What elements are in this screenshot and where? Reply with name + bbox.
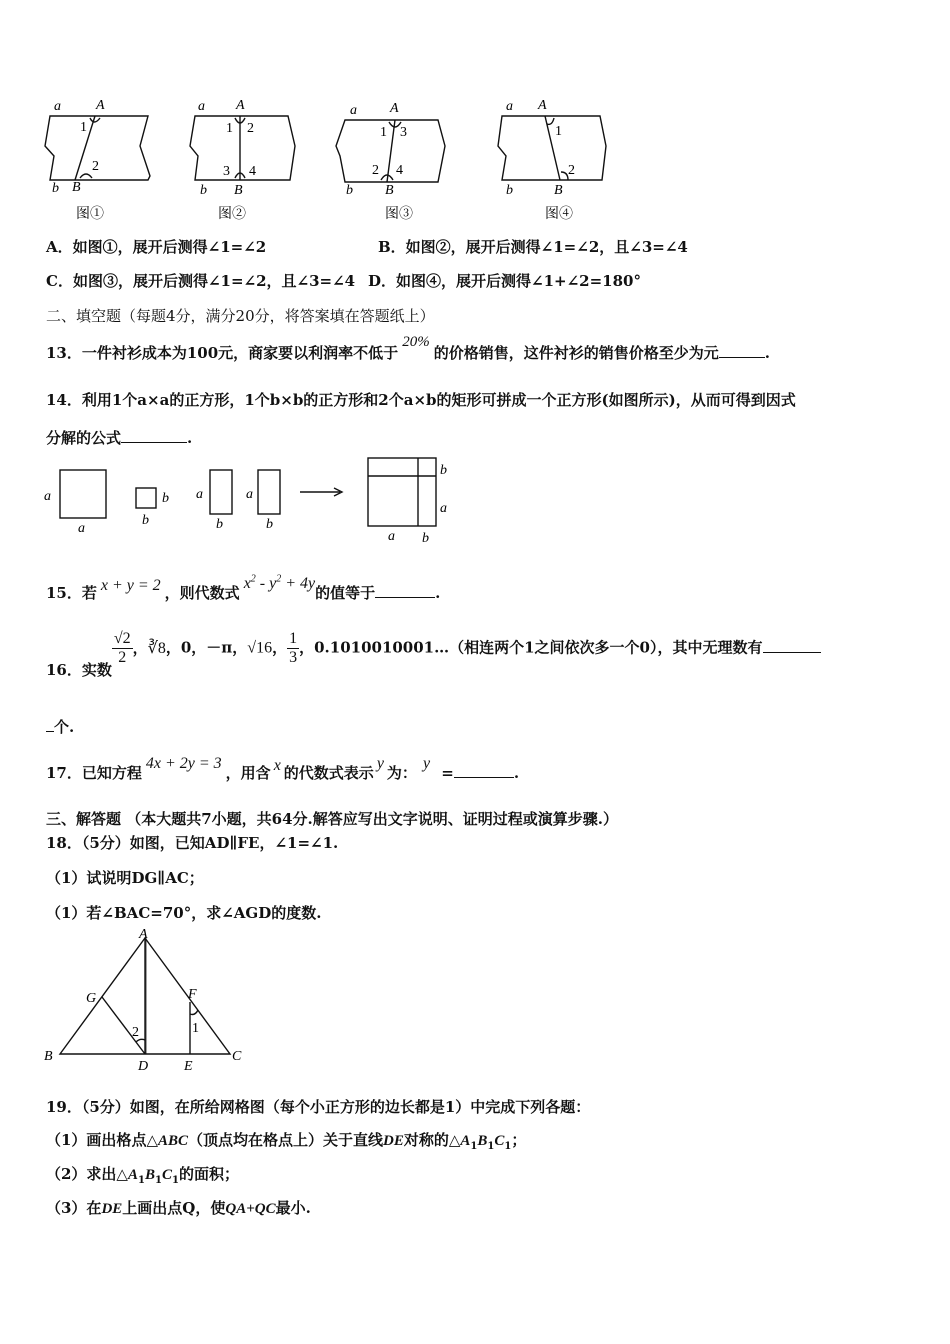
q15-pre: 15．若: [46, 584, 97, 602]
q13-blank[interactable]: [719, 343, 765, 358]
question-18-part2: （1）若∠BAC=70°，求∠AGD的度数.: [46, 904, 322, 922]
fig1-label-b: b: [52, 181, 59, 196]
q18-label-F: F: [188, 987, 197, 1002]
q17-blank[interactable]: [454, 763, 514, 778]
fig3-label-B: B: [385, 183, 394, 198]
q14-label-a2: a: [78, 521, 85, 536]
q18-arc-1: [190, 1010, 198, 1015]
question-13: [46, 334, 770, 363]
q18-figure: [40, 926, 260, 1076]
q14-label-b4: b: [266, 517, 273, 532]
fig4-angle-2: 2: [568, 163, 575, 178]
question-14-line1: 14．利用1个a×a的正方形，1个b×b的正方形和2个a×b的矩形可拼成一个正方形(如图所示)，从而可得到因式: [46, 391, 796, 409]
q16-sqrt16: √16: [247, 639, 273, 657]
q13-end: .: [764, 344, 770, 362]
option-C: C．如图③，展开后测得∠1=∠2，且∠3=∠4: [46, 272, 356, 290]
q16-blank[interactable]: [763, 638, 821, 653]
q14-label-b6: b: [422, 531, 429, 546]
q16-frac-1-3: $\frac{1}{3}$: [289, 630, 298, 666]
q17-y: y: [376, 755, 384, 772]
q14-label-b1: b: [162, 491, 169, 506]
q15-condition: x + y = 2: [100, 577, 161, 594]
q18-angle-2: 2: [132, 1025, 139, 1040]
question-19-part1: （1）画出格点△ABC（顶点均在格点上）关于直线DE对称的$\triangle A_1B_1C_1$；: [46, 1131, 527, 1152]
q15-end: .: [435, 584, 441, 602]
q13-rate: 20%: [402, 334, 430, 350]
q14-label-b2: b: [142, 513, 149, 528]
q15-expression: $x^2 - y^2 + 4y$: [243, 573, 316, 592]
fig2-angle-2: 2: [247, 121, 254, 136]
q14-figure: [40, 452, 470, 552]
fig1-label-A: A: [96, 98, 105, 113]
figure-3: [336, 120, 445, 182]
q16-frac-sqrt2: $\frac{√2}{2}$: [113, 630, 131, 666]
fig4-label-B: B: [554, 183, 563, 198]
q15-mid: ，则代数式: [164, 584, 240, 602]
q14-label-b5: b: [440, 463, 447, 478]
fig2-label-a: a: [198, 99, 205, 114]
fig2-angle-4: 4: [249, 164, 256, 179]
figure-1-arc1: [90, 118, 100, 122]
fig3-label-b: b: [346, 183, 353, 198]
q14-label-a1: a: [44, 489, 51, 504]
q14-big-square: [368, 458, 436, 526]
q17-equation: 4x + 2y = 3: [145, 755, 222, 772]
q14-rect-2: [258, 470, 280, 514]
question-17: 17．已知方程4x + 2y = 3，用含 x 的代数式表示y为：y = .: [46, 755, 520, 782]
question-18-title: 18．（5分）如图，已知AD∥FE，∠1=∠1.: [46, 834, 339, 852]
q14-text: 分解的公式: [46, 429, 122, 447]
fig3-angle-1: 1: [380, 125, 387, 140]
q18-label-E: E: [184, 1059, 193, 1074]
q13-text-post: 的价格销售，这件衬衫的销售价格至少为元: [433, 344, 719, 362]
fig3-label-a: a: [350, 103, 357, 118]
option-A: A．如图①，展开后测得∠1=∠2: [46, 238, 267, 256]
q15-post: 的值等于: [315, 584, 376, 602]
question-15: [46, 573, 441, 603]
question-14-line2: [46, 427, 192, 448]
q18-angle-1: 1: [192, 1021, 199, 1036]
fig2-angle-3: 3: [223, 164, 230, 179]
q16-pre: 16．实数: [46, 660, 112, 679]
q16-blank-cont[interactable]: [46, 717, 54, 732]
q15-blank[interactable]: [375, 583, 435, 598]
q16-rest2: ，0.1010010001…（相连两个1之间依次多一个0），其中无理数有: [299, 638, 763, 657]
q14-square-b: [136, 488, 156, 508]
q16-rest1: ，0，－π，: [165, 638, 248, 657]
fig2-caption: 图②: [218, 207, 246, 222]
q14-label-a6: a: [388, 529, 395, 544]
q17-y2: y: [422, 755, 431, 772]
q14-end: .: [187, 429, 193, 447]
fig3-angle-4: 4: [396, 163, 403, 178]
fig3-label-A: A: [390, 101, 399, 116]
fig2-label-A: A: [236, 98, 245, 113]
q14-blank[interactable]: [121, 428, 187, 443]
q18-label-D: D: [138, 1059, 149, 1074]
option-D: D．如图④，展开后测得∠1+∠2=180°: [368, 272, 641, 290]
fig1-angle-1: 1: [80, 120, 87, 135]
q18-label-B: B: [44, 1049, 53, 1064]
fig4-label-b: b: [506, 183, 513, 198]
fold-figures: [40, 96, 620, 224]
figure-4: [498, 116, 606, 180]
q17-x: x: [273, 757, 281, 774]
question-18-part1: （1）试说明DG∥AC；: [46, 869, 204, 887]
figure-2: [190, 116, 295, 180]
fig2-label-B: B: [234, 183, 243, 198]
question-16-line2: 个.: [46, 716, 74, 737]
question-19-part2: （2）求出$\triangle A_1B_1C_1$的面积；: [46, 1165, 239, 1186]
section-2-heading: 二、填空题（每题4分，满分20分，将答案填在答题纸上）: [46, 307, 435, 325]
q14-label-b3: b: [216, 517, 223, 532]
question-19-part3: （3）在DE上画出点Q，使QA+QC最小.: [46, 1199, 311, 1217]
fig2-label-b: b: [200, 183, 207, 198]
q17-pre: 17．已知方程: [46, 764, 142, 782]
question-19-title: 19．（5分）如图，在所给网格图（每个小正方形的边长都是1）中完成下列各题：: [46, 1098, 591, 1116]
fig4-label-a: a: [506, 99, 513, 114]
fig2-angle-1: 1: [226, 121, 233, 136]
q14-label-a5: a: [440, 501, 447, 516]
fig4-label-A: A: [538, 98, 547, 113]
q13-text: 13．一件衬衫成本为100元，商家要以利润率不低于: [46, 344, 399, 362]
q14-label-a3: a: [196, 487, 203, 502]
fig1-label-B: B: [72, 180, 81, 195]
section-3-heading: 三、解答题 （本大题共7小题，共64分.解答应写出文字说明、证明过程或演算步骤.）: [46, 810, 618, 828]
q14-rect-1: [210, 470, 232, 514]
fig3-caption: 图③: [385, 207, 413, 222]
fig4-caption: 图④: [545, 207, 573, 222]
q16-cbrt8: ∛8: [147, 639, 166, 657]
fig1-label-a: a: [54, 99, 61, 114]
q18-label-A: A: [139, 927, 148, 942]
option-B: B．如图②，展开后测得∠1=∠2，且∠3=∠4: [378, 238, 688, 256]
q18-label-C: C: [232, 1049, 242, 1064]
fig3-angle-2: 2: [372, 163, 379, 178]
fig1-caption: 图①: [76, 207, 104, 222]
q14-square-a: [60, 470, 106, 518]
q18-label-G: G: [86, 991, 97, 1006]
figure-1-arc2: [80, 174, 92, 178]
question-16: 16．实数 $\frac{√2}{2}$ ，∛8，0，－π，√16， $\frac{1}{3}$ ，0.1010010001…（相连两个1之间依次多一个0），其中无理数有: [46, 630, 821, 680]
fig4-angle-1: 1: [555, 124, 562, 139]
fig1-angle-2: 2: [92, 159, 99, 174]
q14-label-a4: a: [246, 487, 253, 502]
fig3-angle-3: 3: [400, 125, 407, 140]
